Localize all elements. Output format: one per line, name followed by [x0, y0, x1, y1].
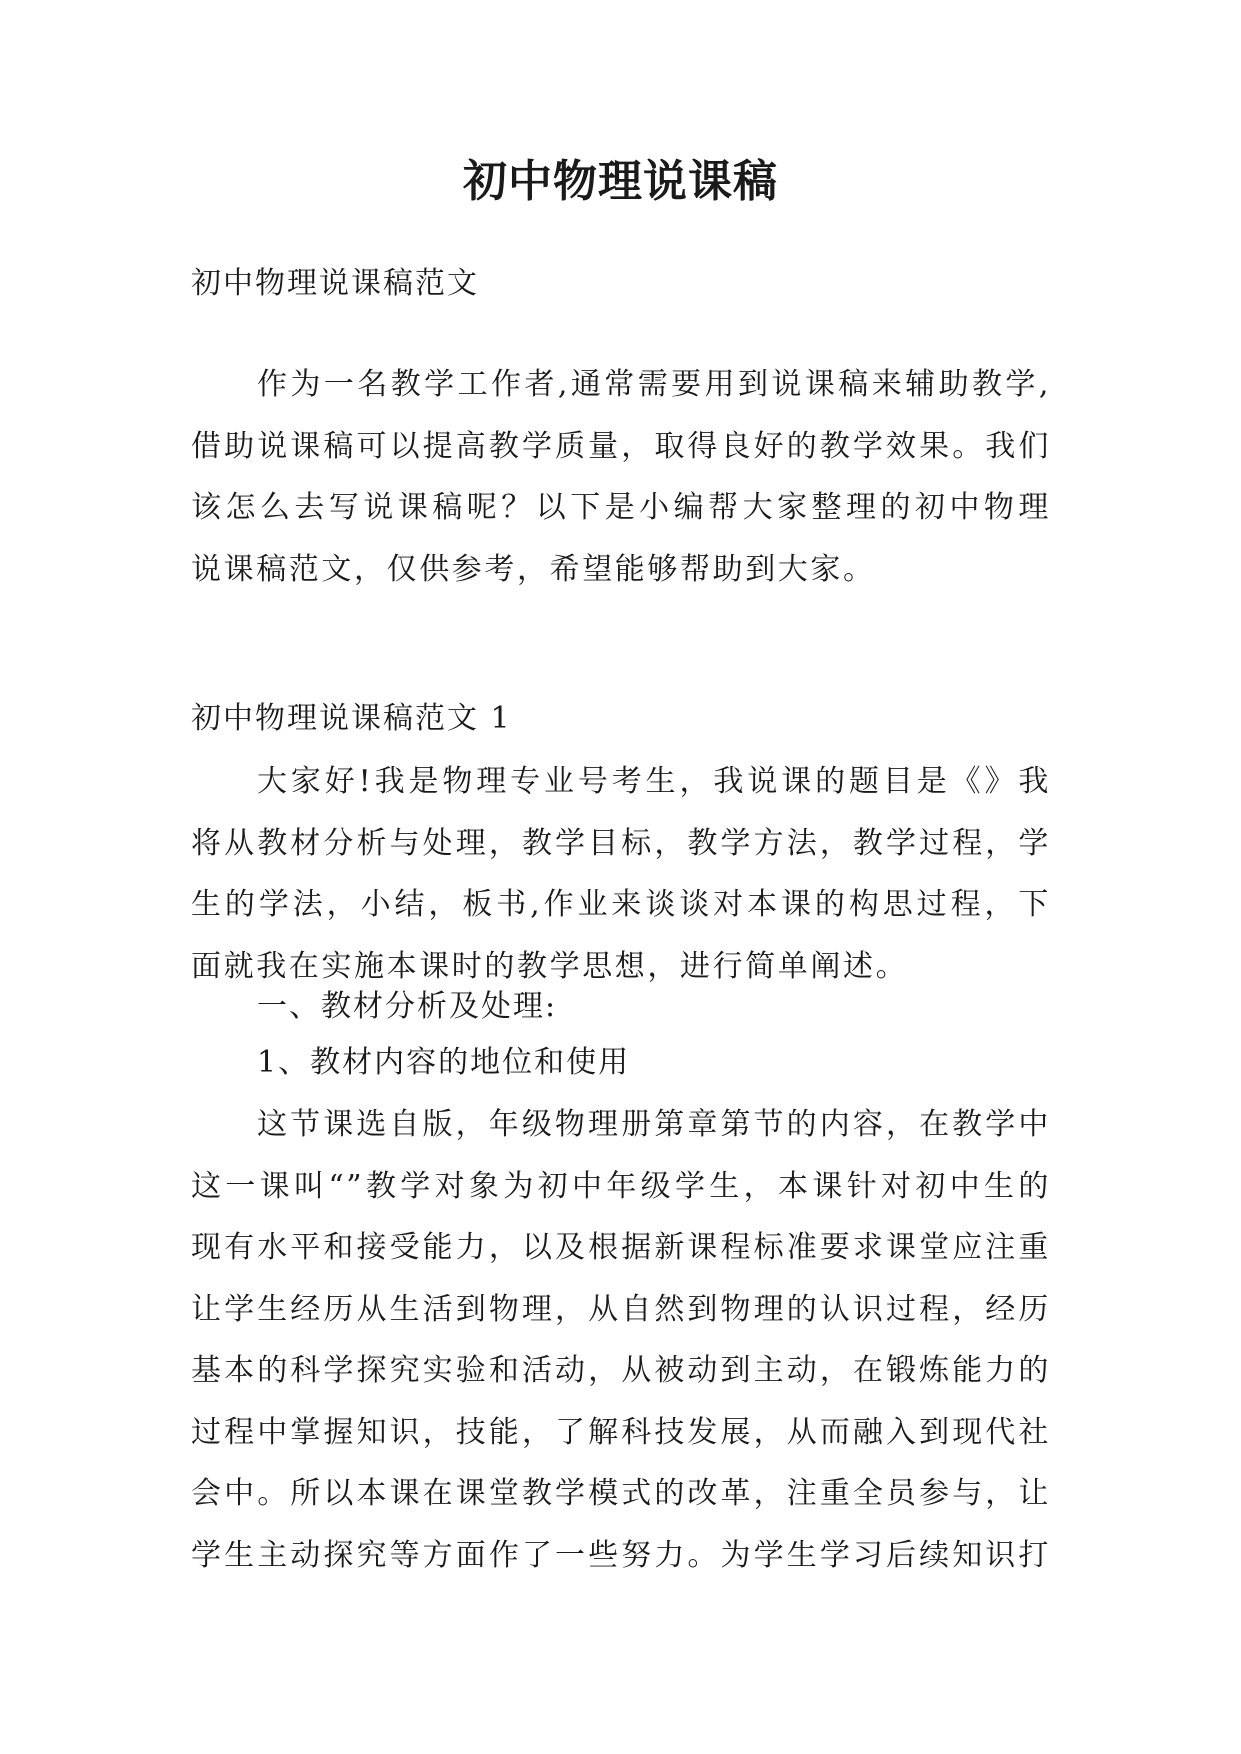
intro-line: 说课稿范文，仅供参考，希望能够帮助到大家。 — [191, 551, 876, 587]
body-line: 这节课选自版，年级物理册第章第节的内容，在教学中 — [257, 1107, 1051, 1142]
intro-paragraph — [191, 354, 1051, 600]
section-heading: 初中物理说课稿范文 1 — [191, 701, 512, 736]
section1-line: 将从教材分析与处理，教学目标，教学方法，教学过程，学 — [191, 825, 1051, 861]
section1-line: 生的学法，小结，板书,作业来谈谈对本课的构思过程，下 — [191, 887, 1051, 922]
section1-body-paragraph — [191, 1094, 1051, 1586]
body-line: 过程中掌握知识，技能，了解科技发展，从而融入到现代社 — [191, 1414, 1051, 1450]
section1-paragraph — [191, 751, 1051, 997]
body-line: 会中。所以本课在课堂教学模式的改革，注重全员参与，让 — [191, 1476, 1051, 1511]
intro-line: 作为一名教学工作者,通常需要用到说课稿来辅助教学, — [257, 367, 1051, 402]
body-line: 现有水平和接受能力，以及根据新课程标准要求课堂应注重 — [191, 1230, 1051, 1265]
intro-line: 该怎么去写说课稿呢？以下是小编帮大家整理的初中物理 — [191, 490, 1051, 525]
body-line: 让学生经历从生活到物理，从自然到物理的认识过程，经历 — [191, 1291, 1051, 1327]
body-line: 这一课叫“”教学对象为初中年级学生，本课针对初中生的 — [191, 1168, 1051, 1204]
outline-heading: 一、教材分析及处理: — [257, 989, 558, 1024]
intro-line: 借助说课稿可以提高教学质量，取得良好的教学效果。我们 — [191, 428, 1051, 464]
outline-subheading: 1、教材内容的地位和使用 — [257, 1045, 631, 1080]
document-title: 初中物理说课稿 — [463, 156, 778, 207]
body-line: 基本的科学探究实验和活动，从被动到主动，在锻炼能力的 — [191, 1353, 1051, 1388]
section1-line: 面就我在实施本课时的教学思想，进行简单阐述。 — [191, 948, 909, 984]
body-line: 学生主动探究等方面作了一些努力。为学生学习后续知识打 — [191, 1537, 1051, 1573]
section1-line: 大家好!我是物理专业号考生，我说课的题目是《》我 — [257, 764, 1051, 799]
document-subtitle: 初中物理说课稿范文 — [191, 266, 479, 301]
